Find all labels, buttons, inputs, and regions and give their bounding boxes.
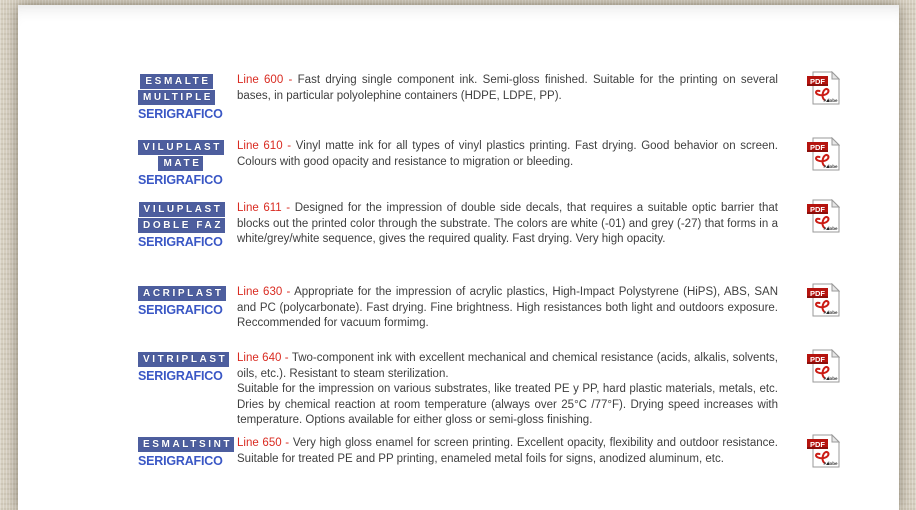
logo-bar-text: VILUPLAST	[139, 202, 225, 217]
product-description	[237, 201, 778, 248]
logo-subtitle: SERIGRAFICO	[138, 107, 223, 121]
pdf-label: PDF	[810, 76, 825, 86]
pdf-file-icon	[806, 199, 840, 233]
adobe-brand-label: Adobe	[823, 376, 838, 382]
pdf-download-link[interactable]	[806, 434, 840, 468]
pdf-download-link[interactable]	[806, 349, 840, 383]
adobe-brand-label: Adobe	[823, 310, 838, 316]
adobe-brand-label: Adobe	[823, 164, 838, 170]
description-text: Vinyl matte ink for all types of vinyl plastics printing. Fast drying. Good behavior on screen. Colours with good opacity and resistance to migration or bleeding.	[237, 140, 778, 168]
pdf-label: PDF	[810, 204, 825, 214]
product-description	[237, 351, 778, 429]
logo-subtitle: SERIGRAFICO	[138, 303, 223, 317]
logo-bars	[138, 202, 225, 234]
logo-bars	[138, 140, 224, 172]
logo-bar-text: ESMALTSINT	[138, 437, 234, 452]
logo-bar-text: MULTIPLE	[138, 90, 215, 105]
pdf-download-link[interactable]	[806, 199, 840, 233]
logo-subtitle: SERIGRAFICO	[138, 173, 223, 187]
line-number-label: Line 600 -	[237, 74, 293, 86]
description-text: Two-component ink with excellent mechanical and chemical resistance (acids, alkalis, solvents, oils, etc.). Resistant to steam sterilization.	[237, 352, 778, 380]
product-description	[237, 73, 778, 104]
logo-acriplast	[138, 286, 233, 317]
line-number-label: Line 640 -	[237, 352, 289, 364]
line-number-label: Line 611 -	[237, 202, 291, 214]
logo-esmalte-multiple	[138, 74, 233, 121]
logo-subtitle: SERIGRAFICO	[138, 369, 223, 383]
pdf-label: PDF	[810, 288, 825, 298]
adobe-brand-label: Adobe	[823, 98, 838, 104]
logo-viluplast-doble-faz	[138, 202, 233, 249]
pdf-download-link[interactable]	[806, 283, 840, 317]
product-description	[237, 436, 778, 467]
logo-bar-text: VILUPLAST	[138, 140, 224, 155]
logo-esmaltsint	[138, 437, 233, 468]
logo-vitriplast	[138, 352, 233, 383]
pdf-label: PDF	[810, 142, 825, 152]
logo-bars	[138, 74, 215, 106]
logo-bars	[138, 352, 229, 368]
logo-subtitle: SERIGRAFICO	[138, 235, 223, 249]
logo-bar-text: ACRIPLAST	[138, 286, 226, 301]
pdf-file-icon	[806, 349, 840, 383]
pdf-file-icon	[806, 434, 840, 468]
pdf-file-icon	[806, 137, 840, 171]
pdf-download-link[interactable]	[806, 137, 840, 171]
product-description	[237, 139, 778, 170]
pdf-file-icon	[806, 71, 840, 105]
logo-bar-text: MATE	[158, 156, 203, 171]
description-text: Appropriate for the impression of acrylic plastics, High-Impact Polystyrene (HiPS), ABS, SAN and PC (polycarbonate). Fast drying. Fine brightness. High resistances both light and outdoors exposure. Reccommended for vacuum formimg.	[237, 286, 779, 330]
description-text: Very high gloss enamel for screen printing. Excellent opacity, flexibility and outdoor resistance. Suitable for treated PE and PP printing, enameled metal foils for signs, anodized aluminum, etc.	[237, 437, 778, 465]
logo-bar-text: DOBLE FAZ	[138, 218, 225, 233]
line-number-label: Line 630 -	[237, 286, 291, 298]
adobe-brand-label: Adobe	[823, 461, 838, 467]
logo-viluplast-mate	[138, 140, 233, 187]
adobe-brand-label: Adobe	[823, 226, 838, 232]
logo-bars	[138, 286, 226, 302]
line-number-label: Line 650 -	[237, 437, 290, 449]
description-text: Designed for the impression of double side decals, that requires a suitable optic barrier that blocks out the printed color through the substrate. The colors are white (-01) and grey (-27) that forms in a white/grey/white sequence, gives the required quality. Fast drying. Very high opacity.	[237, 202, 778, 246]
logo-bar-text: VITRIPLAST	[138, 352, 229, 367]
logo-subtitle: SERIGRAFICO	[138, 454, 223, 468]
line-number-label: Line 610 -	[237, 140, 292, 152]
description-text: Fast drying single component ink. Semi-gloss finished. Suitable for the printing on several bases, in particular polyolephine containers (HDPE, LDPE, PP).	[237, 74, 778, 102]
pdf-label: PDF	[810, 354, 825, 364]
logo-bars	[138, 437, 234, 453]
description-text-2: Suitable for the impression on various substrates, like treated PE y PP, hard plastic materials, metals, etc. Dries by chemical reaction at room temperature (always over 25°C /77°F). Drying speed increases with temperature. Options available for either gloss or semi-gloss finishing.	[237, 383, 778, 427]
pdf-label: PDF	[810, 439, 825, 449]
pdf-download-link[interactable]	[806, 71, 840, 105]
product-description	[237, 285, 778, 332]
logo-bar-text: ESMALTE	[140, 74, 212, 89]
pdf-file-icon	[806, 283, 840, 317]
